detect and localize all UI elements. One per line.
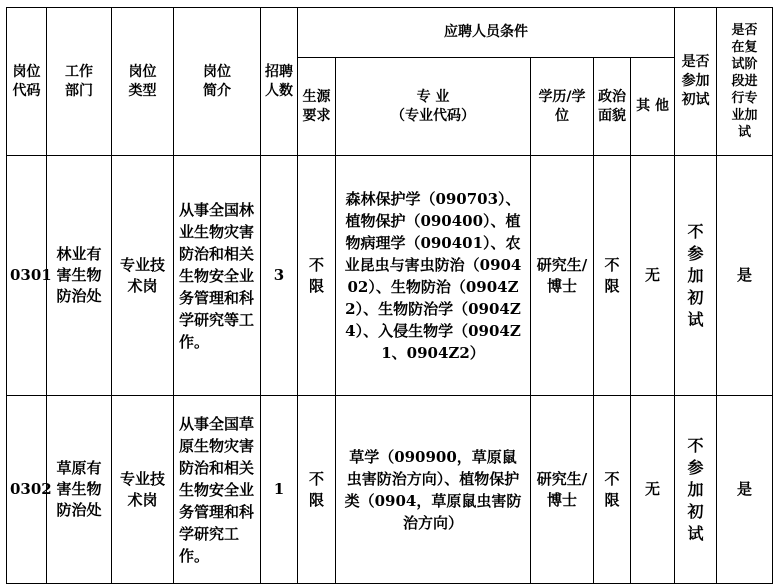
post-type-cell: 专业技术岗	[112, 156, 174, 396]
post-intro-cell: 从事全国林业生物灾害防治和相关生物安全业务管理和科学研究等工作。	[174, 156, 261, 396]
header-post-type: 岗位 类型	[112, 8, 174, 156]
education-cell: 研究生/博士	[531, 156, 594, 396]
political-cell: 不限	[594, 396, 631, 584]
header-department: 工作 部门	[47, 8, 112, 156]
header-prelim-exam: 是否 参加 初试	[675, 8, 717, 156]
table-row	[7, 396, 773, 584]
source-cell: 不限	[298, 156, 336, 396]
post-intro-cell: 从事全国草原生物灾害防治和相关生物安全业务管理和科学研究工作。	[174, 396, 261, 584]
header-education: 学历/学 位	[531, 58, 594, 156]
prelim-exam-cell: 不参加初试	[675, 396, 717, 584]
recruitment-table	[6, 7, 773, 584]
post-type-cell: 专业技术岗	[112, 396, 174, 584]
extra-exam-cell: 是	[717, 396, 773, 584]
header-political: 政治 面貌	[594, 58, 631, 156]
major-cell: 草学（090900，草原鼠虫害防治方向）、植物保护类（0904，草原鼠虫害防治方向）	[336, 396, 531, 584]
header-row-1	[7, 8, 773, 58]
header-major: 专 业 （专业代码）	[336, 58, 531, 156]
prelim-exam-cell: 不参加初试	[675, 156, 717, 396]
post-code-cell: 0302	[7, 396, 47, 584]
header-conditions: 应聘人员条件	[298, 8, 675, 58]
department-cell: 草原有害生物防治处	[47, 396, 112, 584]
education-cell: 研究生/博士	[531, 396, 594, 584]
post-code-cell: 0301	[7, 156, 47, 396]
major-cell: 森林保护学（090703）、植物保护（090400）、植物病理学（090401）、农业昆虫与害虫防治（090402）、生物防治（0904Z2）、生物防治学（0904Z4）、入侵生物学（0904Z1、0904Z2）	[336, 156, 531, 396]
source-cell: 不限	[298, 396, 336, 584]
recruit-num-cell: 1	[261, 396, 298, 584]
other-cell: 无	[631, 156, 675, 396]
political-cell: 不限	[594, 156, 631, 396]
extra-exam-cell: 是	[717, 156, 773, 396]
department-cell: 林业有害生物防治处	[47, 156, 112, 396]
header-recruit-num: 招聘 人数	[261, 8, 298, 156]
header-source: 生源 要求	[298, 58, 336, 156]
other-cell: 无	[631, 396, 675, 584]
header-post-intro: 岗位 简介	[174, 8, 261, 156]
table-row	[7, 156, 773, 396]
recruit-num-cell: 3	[261, 156, 298, 396]
header-post-code: 岗位 代码	[7, 8, 47, 156]
header-other: 其 他	[631, 58, 675, 156]
header-extra-exam: 是否 在复 试阶 段进 行专 业加 试	[717, 8, 773, 156]
